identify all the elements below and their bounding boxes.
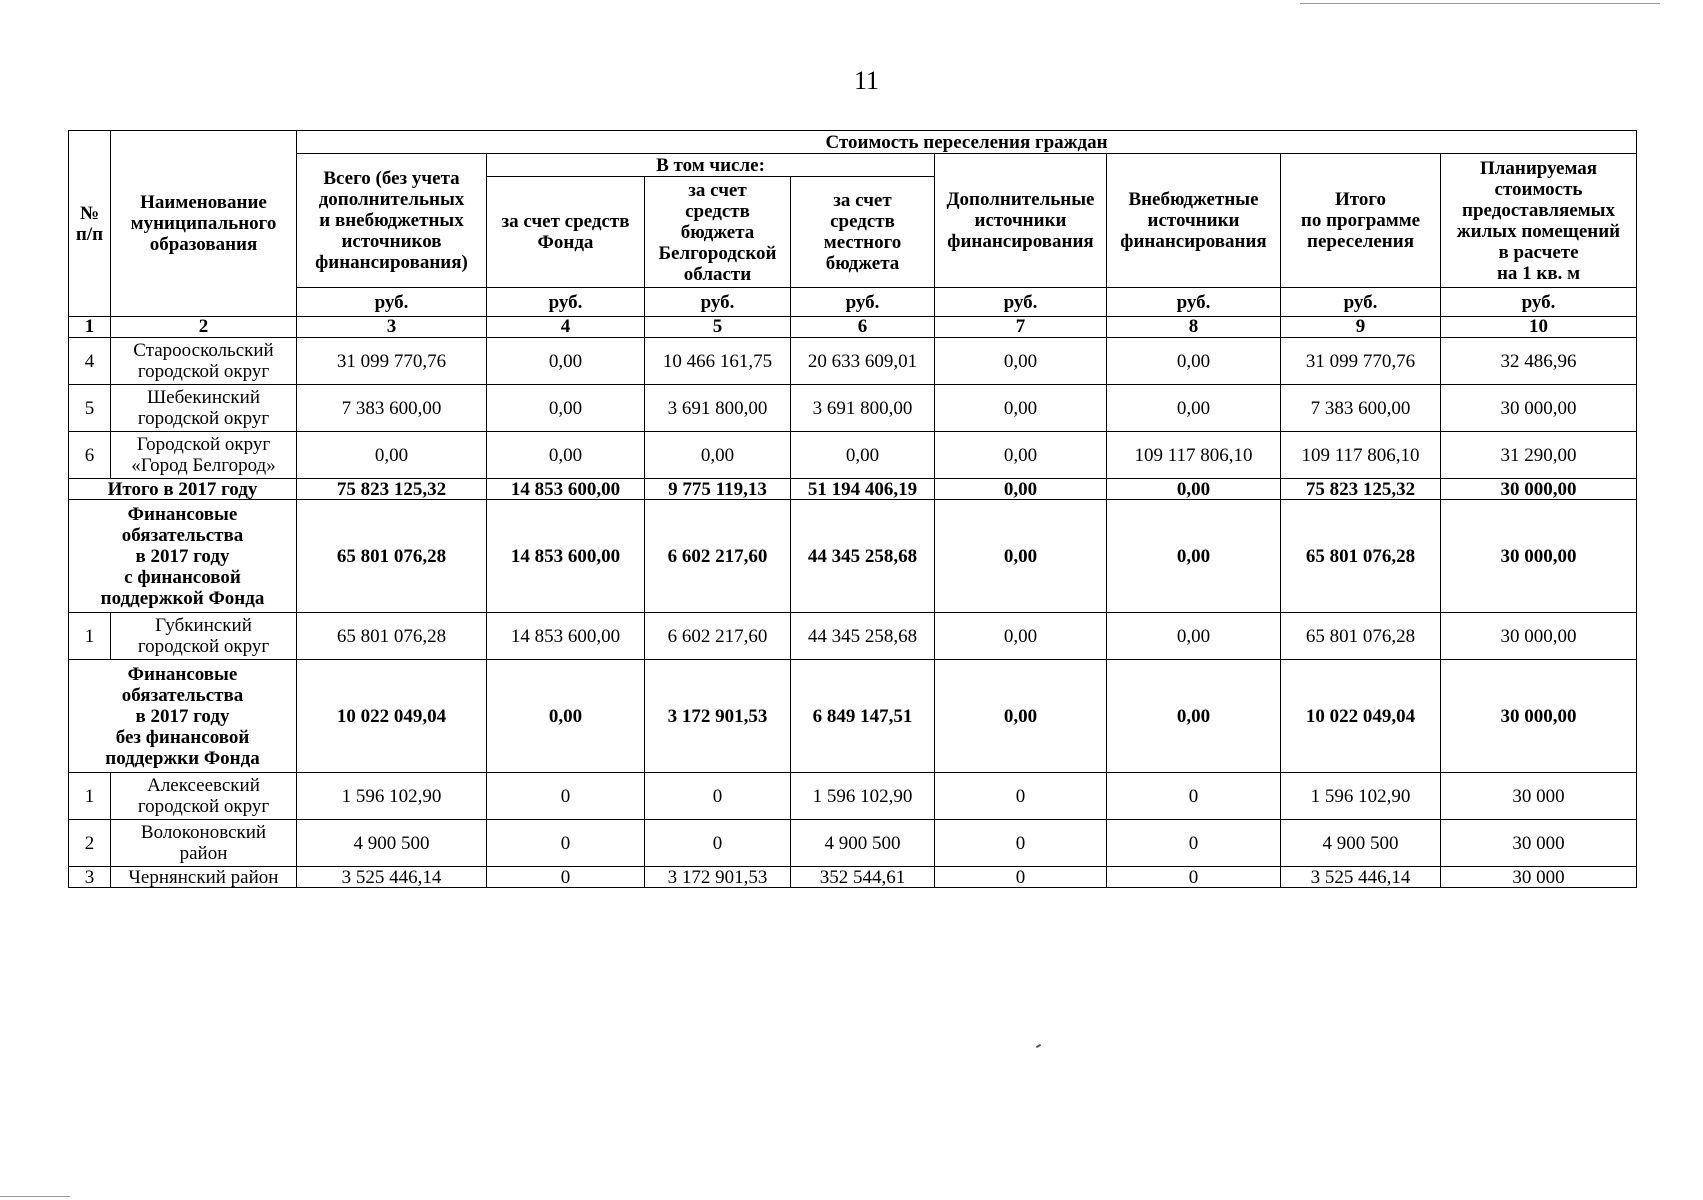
unit-label: руб. <box>1441 288 1637 317</box>
value-cell: 0,00 <box>935 613 1107 660</box>
header-extrabudgetary-sources: Внебюджетные источники финансирования <box>1107 154 1281 288</box>
value-cell: 6 602 217,60 <box>645 613 791 660</box>
value-cell: 3 691 800,00 <box>645 385 791 432</box>
table-row <box>69 613 1637 660</box>
value-cell: 0 <box>645 820 791 867</box>
scan-artifact-line <box>0 1196 70 1197</box>
header-fund: за счет средств Фонда <box>487 177 645 288</box>
value-cell: 0 <box>487 773 645 820</box>
table-row <box>69 385 1637 432</box>
value-cell: 0,00 <box>487 432 645 479</box>
header-including: В том числе: <box>487 154 935 177</box>
section-value-cell: 14 853 600,00 <box>487 500 645 613</box>
section-value-cell: 0,00 <box>935 500 1107 613</box>
municipality-name: Старооскольский городской округ <box>111 338 297 385</box>
column-number: 9 <box>1281 317 1441 338</box>
value-cell: 65 801 076,28 <box>297 613 487 660</box>
value-cell: 3 172 901,53 <box>645 867 791 888</box>
header-cost-group: Стоимость переселения граждан <box>297 131 1637 154</box>
header-planned-cost-per-sqm: Планируемая стоимость предоставляемых жилых помещений в расчете на 1 кв. м <box>1441 154 1637 288</box>
value-cell: 1 596 102,90 <box>297 773 487 820</box>
municipality-name: Волоконовский район <box>111 820 297 867</box>
value-cell: 0,00 <box>645 432 791 479</box>
section-value-cell: 44 345 258,68 <box>791 500 935 613</box>
without-fund-section-row <box>69 660 1637 773</box>
value-cell: 0,00 <box>791 432 935 479</box>
section-value-cell: 65 801 076,28 <box>297 500 487 613</box>
column-number: 1 <box>69 317 111 338</box>
value-cell: 32 486,96 <box>1441 338 1637 385</box>
value-cell: 0 <box>487 867 645 888</box>
header-total-without-extra: Всего (без учета дополнительных и внебюджетных источников финансирования) <box>297 154 487 288</box>
value-cell: 7 383 600,00 <box>1281 385 1441 432</box>
value-cell: 0,00 <box>935 338 1107 385</box>
municipality-name: Чернянский район <box>111 867 297 888</box>
row-number: 4 <box>69 338 111 385</box>
value-cell: 65 801 076,28 <box>1281 613 1441 660</box>
column-number: 7 <box>935 317 1107 338</box>
total-value-cell: 0,00 <box>1107 479 1281 500</box>
column-number: 5 <box>645 317 791 338</box>
value-cell: 4 900 500 <box>1281 820 1441 867</box>
table-body <box>69 338 1637 888</box>
section-value-cell: 6 849 147,51 <box>791 660 935 773</box>
row-number: 3 <box>69 867 111 888</box>
total-2017-row <box>69 479 1637 500</box>
value-cell: 0,00 <box>1107 338 1281 385</box>
value-cell: 0,00 <box>487 338 645 385</box>
scan-artifact-mark <box>1036 1044 1041 1048</box>
header-num: № п/п <box>69 131 111 317</box>
value-cell: 4 900 500 <box>297 820 487 867</box>
table-row <box>69 867 1637 888</box>
section-value-cell: 30 000,00 <box>1441 500 1637 613</box>
value-cell: 7 383 600,00 <box>297 385 487 432</box>
value-cell: 0,00 <box>935 385 1107 432</box>
section-value-cell: 0,00 <box>1107 660 1281 773</box>
value-cell: 0,00 <box>935 432 1107 479</box>
section-value-cell: 0,00 <box>935 660 1107 773</box>
section-value-cell: 10 022 049,04 <box>1281 660 1441 773</box>
row-number: 5 <box>69 385 111 432</box>
resettlement-cost-table <box>68 130 1637 888</box>
column-number: 3 <box>297 317 487 338</box>
value-cell: 31 099 770,76 <box>1281 338 1441 385</box>
total-value-cell: 75 823 125,32 <box>297 479 487 500</box>
header-regional-budget: за счет средств бюджета Белгородской области <box>645 177 791 288</box>
municipality-name: Шебекинский городской округ <box>111 385 297 432</box>
table-row <box>69 432 1637 479</box>
value-cell: 0,00 <box>1107 385 1281 432</box>
value-cell: 31 099 770,76 <box>297 338 487 385</box>
section-value-cell: 30 000,00 <box>1441 660 1637 773</box>
total-2017-label: Итого в 2017 году <box>69 479 297 500</box>
value-cell: 0 <box>935 773 1107 820</box>
column-number: 10 <box>1441 317 1637 338</box>
unit-label: руб. <box>791 288 935 317</box>
value-cell: 0 <box>1107 867 1281 888</box>
value-cell: 1 596 102,90 <box>791 773 935 820</box>
value-cell: 109 117 806,10 <box>1107 432 1281 479</box>
value-cell: 0,00 <box>297 432 487 479</box>
value-cell: 4 900 500 <box>791 820 935 867</box>
section-value-cell: 3 172 901,53 <box>645 660 791 773</box>
value-cell: 352 544,61 <box>791 867 935 888</box>
with-fund-section-row <box>69 500 1637 613</box>
scan-artifact-line <box>1300 3 1660 4</box>
value-cell: 0 <box>1107 773 1281 820</box>
value-cell: 0 <box>645 773 791 820</box>
value-cell: 20 633 609,01 <box>791 338 935 385</box>
value-cell: 0 <box>487 820 645 867</box>
header-local-budget: за счет средств местного бюджета <box>791 177 935 288</box>
table-row <box>69 773 1637 820</box>
without-fund-section-label: Финансовые обязательства в 2017 году без финансовой поддержки Фонда <box>69 660 297 773</box>
section-value-cell: 6 602 217,60 <box>645 500 791 613</box>
municipality-name: Городской округ «Город Белгород» <box>111 432 297 479</box>
page-number: 11 <box>853 66 880 95</box>
header-municipality: Наименование муниципального образования <box>111 131 297 317</box>
value-cell: 44 345 258,68 <box>791 613 935 660</box>
unit-label: руб. <box>645 288 791 317</box>
section-value-cell: 0,00 <box>1107 500 1281 613</box>
value-cell: 30 000 <box>1441 773 1637 820</box>
header-program-total: Итого по программе переселения <box>1281 154 1441 288</box>
municipality-name: Губкинский городской округ <box>111 613 297 660</box>
total-value-cell: 0,00 <box>935 479 1107 500</box>
value-cell: 0 <box>935 820 1107 867</box>
row-number: 2 <box>69 820 111 867</box>
value-cell: 109 117 806,10 <box>1281 432 1441 479</box>
value-cell: 10 466 161,75 <box>645 338 791 385</box>
value-cell: 30 000,00 <box>1441 385 1637 432</box>
column-number: 4 <box>487 317 645 338</box>
value-cell: 31 290,00 <box>1441 432 1637 479</box>
unit-label: руб. <box>935 288 1107 317</box>
value-cell: 3 691 800,00 <box>791 385 935 432</box>
unit-label: руб. <box>1281 288 1441 317</box>
value-cell: 30 000 <box>1441 820 1637 867</box>
total-value-cell: 30 000,00 <box>1441 479 1637 500</box>
section-value-cell: 0,00 <box>487 660 645 773</box>
municipality-name: Алексеевский городской округ <box>111 773 297 820</box>
column-number: 8 <box>1107 317 1281 338</box>
section-value-cell: 10 022 049,04 <box>297 660 487 773</box>
unit-label: руб. <box>297 288 487 317</box>
total-value-cell: 14 853 600,00 <box>487 479 645 500</box>
table-row <box>69 820 1637 867</box>
total-value-cell: 75 823 125,32 <box>1281 479 1441 500</box>
value-cell: 3 525 446,14 <box>297 867 487 888</box>
value-cell: 1 596 102,90 <box>1281 773 1441 820</box>
value-cell: 0 <box>935 867 1107 888</box>
row-number: 1 <box>69 773 111 820</box>
value-cell: 0,00 <box>487 385 645 432</box>
total-value-cell: 51 194 406,19 <box>791 479 935 500</box>
row-number: 6 <box>69 432 111 479</box>
section-value-cell: 65 801 076,28 <box>1281 500 1441 613</box>
value-cell: 0,00 <box>1107 613 1281 660</box>
header-additional-sources: Дополнительные источники финансирования <box>935 154 1107 288</box>
with-fund-section-label: Финансовые обязательства в 2017 году с финансовой поддержкой Фонда <box>69 500 297 613</box>
column-number: 6 <box>791 317 935 338</box>
total-value-cell: 9 775 119,13 <box>645 479 791 500</box>
value-cell: 3 525 446,14 <box>1281 867 1441 888</box>
column-number: 2 <box>111 317 297 338</box>
value-cell: 30 000,00 <box>1441 613 1637 660</box>
unit-label: руб. <box>487 288 645 317</box>
row-number: 1 <box>69 613 111 660</box>
value-cell: 30 000 <box>1441 867 1637 888</box>
table-row <box>69 338 1637 385</box>
value-cell: 0 <box>1107 820 1281 867</box>
value-cell: 14 853 600,00 <box>487 613 645 660</box>
unit-label: руб. <box>1107 288 1281 317</box>
